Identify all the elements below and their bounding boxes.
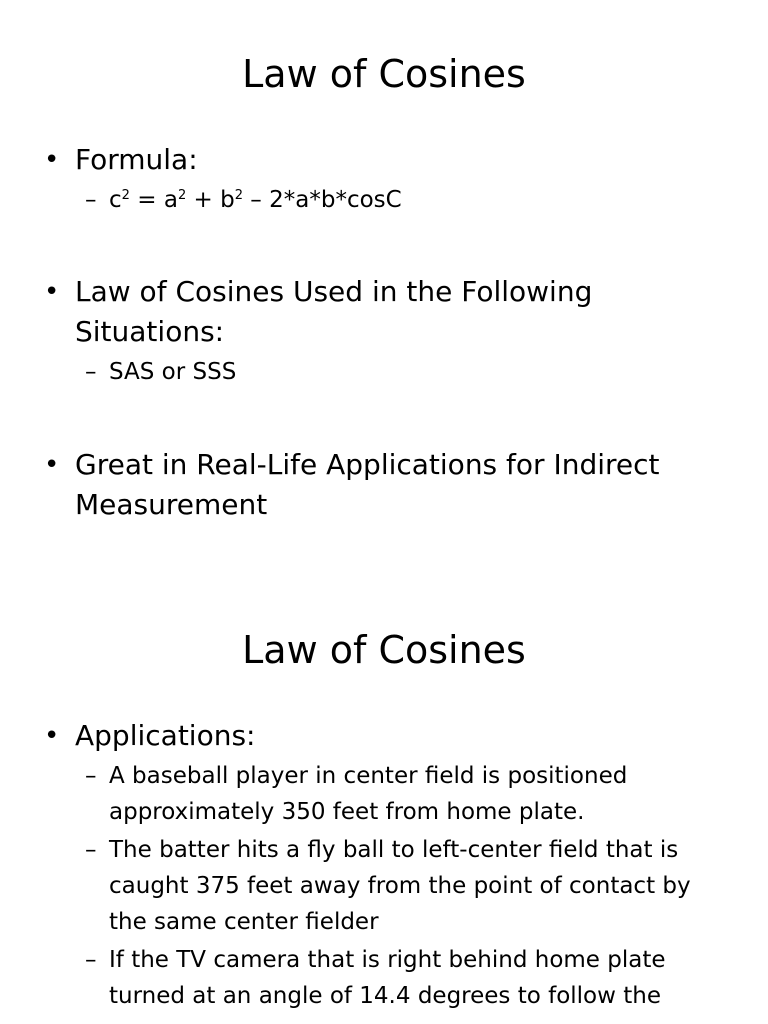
dash-icon: –	[85, 359, 97, 385]
bullet-text: Law of Cosines Used in the Following Situations:	[75, 275, 593, 348]
sub-item-fly-ball	[85, 832, 735, 940]
bullet-item-applications	[44, 716, 734, 1014]
sub-item-tv-camera	[85, 942, 705, 1014]
slide-title: Law of Cosines	[242, 52, 526, 96]
bullet-icon: •	[44, 450, 60, 480]
bullet-icon: •	[44, 721, 60, 751]
formula-c: c	[109, 187, 122, 213]
sub-item-formula	[85, 182, 725, 218]
bullet-item-situations	[44, 272, 624, 390]
formula-plus: + b	[186, 187, 235, 213]
sub-item-cases	[85, 354, 725, 390]
bullet-item-formula	[44, 140, 734, 218]
bullet-item-applications	[44, 445, 704, 525]
formula-b-exponent: 2	[234, 188, 243, 203]
dash-icon: –	[85, 837, 97, 863]
formula-c-exponent: 2	[121, 188, 130, 203]
formula-text	[109, 182, 725, 218]
sub-item-center-field	[85, 758, 665, 830]
sub-text: If the TV camera that is right behind home plate turned at an angle of 14.4 degrees to follow the	[109, 947, 666, 1009]
formula-eq: = a	[129, 187, 178, 213]
bullet-icon: •	[44, 145, 60, 175]
slide-2	[0, 576, 768, 1024]
bullet-text: Great in Real-Life Applications for Indirect Measurement	[75, 448, 660, 521]
sub-text: A baseball player in center field is positioned approximately 350 feet from home plate.	[109, 763, 628, 825]
slide-title: Law of Cosines	[242, 628, 526, 672]
formula-rest: – 2*a*b*cosC	[243, 187, 402, 213]
sub-text: SAS or SSS	[109, 359, 237, 385]
dash-icon: –	[85, 947, 97, 973]
bullet-text: Applications:	[75, 719, 256, 752]
bullet-text: Formula:	[75, 143, 198, 176]
bullet-icon: •	[44, 277, 60, 307]
dash-icon: –	[85, 187, 97, 213]
formula-a-exponent: 2	[177, 188, 187, 203]
dash-icon: –	[85, 763, 97, 789]
sub-text: The batter hits a fly ball to left-center field that is caught 375 feet away from the point of contact by the same center fielder	[109, 837, 691, 935]
